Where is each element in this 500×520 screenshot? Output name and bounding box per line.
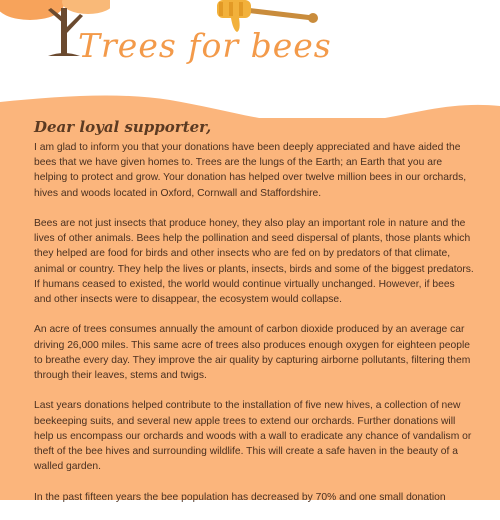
letter-paragraph: An acre of trees consumes annually the amount of carbon dioxide produced by an average car driving 26,000 miles. This same acre of trees also produces enough oxygen for eighteen people to breathe every day. They improve the air quality by capturing airborne pollutants, filtering them through their leaves, stems and twigs.: [34, 324, 471, 382]
letter-paragraph: In the past fifteen years the bee population has decreased by 70% and one small donation: [34, 491, 446, 503]
page-title: Trees for bees: [78, 26, 332, 65]
letter-paragraph: I am glad to inform you that your donations have been deeply appreciated and have aided the bees that we have given homes to. Trees are the lungs of the Earth; an Earth that you are helping to protect and grow. Your donation has helped over twelve million bees in our orchards, hives and woods located in Oxford, Cornwall and Staffordshire.: [34, 142, 467, 199]
letter-paragraph: Last years donations helped contribute to the installation of five new hives, a collection of new beekeeping suits, and several new apple trees to extend our orchards. Further donations will help us encompass our orchards and woods with a wall to eradicate any chance of vandalism or theft of the bee hives and surrounding wildlife. This will create a safe haven in the beauty of a walled garden.: [34, 400, 472, 473]
greeting: Dear loyal supporter,: [34, 118, 212, 136]
letter-body: [34, 140, 474, 520]
letter-panel: [0, 118, 500, 503]
letter-paragraph: Bees are not just insects that produce honey, they also play an important role in nature and the lives of other animals. Bees help the pollination and seed dispersal of plants, those plants which they helped are food for birds and other insects who are fed on by predators of that climate, animal or country. They help the lives or plants, insects, birds and some of the biggest predators. If humans ceased to existed, the world would continue virtually unchanged. However, if bees and other insects were to disappear, the ecosystem would collapse.: [34, 218, 474, 306]
